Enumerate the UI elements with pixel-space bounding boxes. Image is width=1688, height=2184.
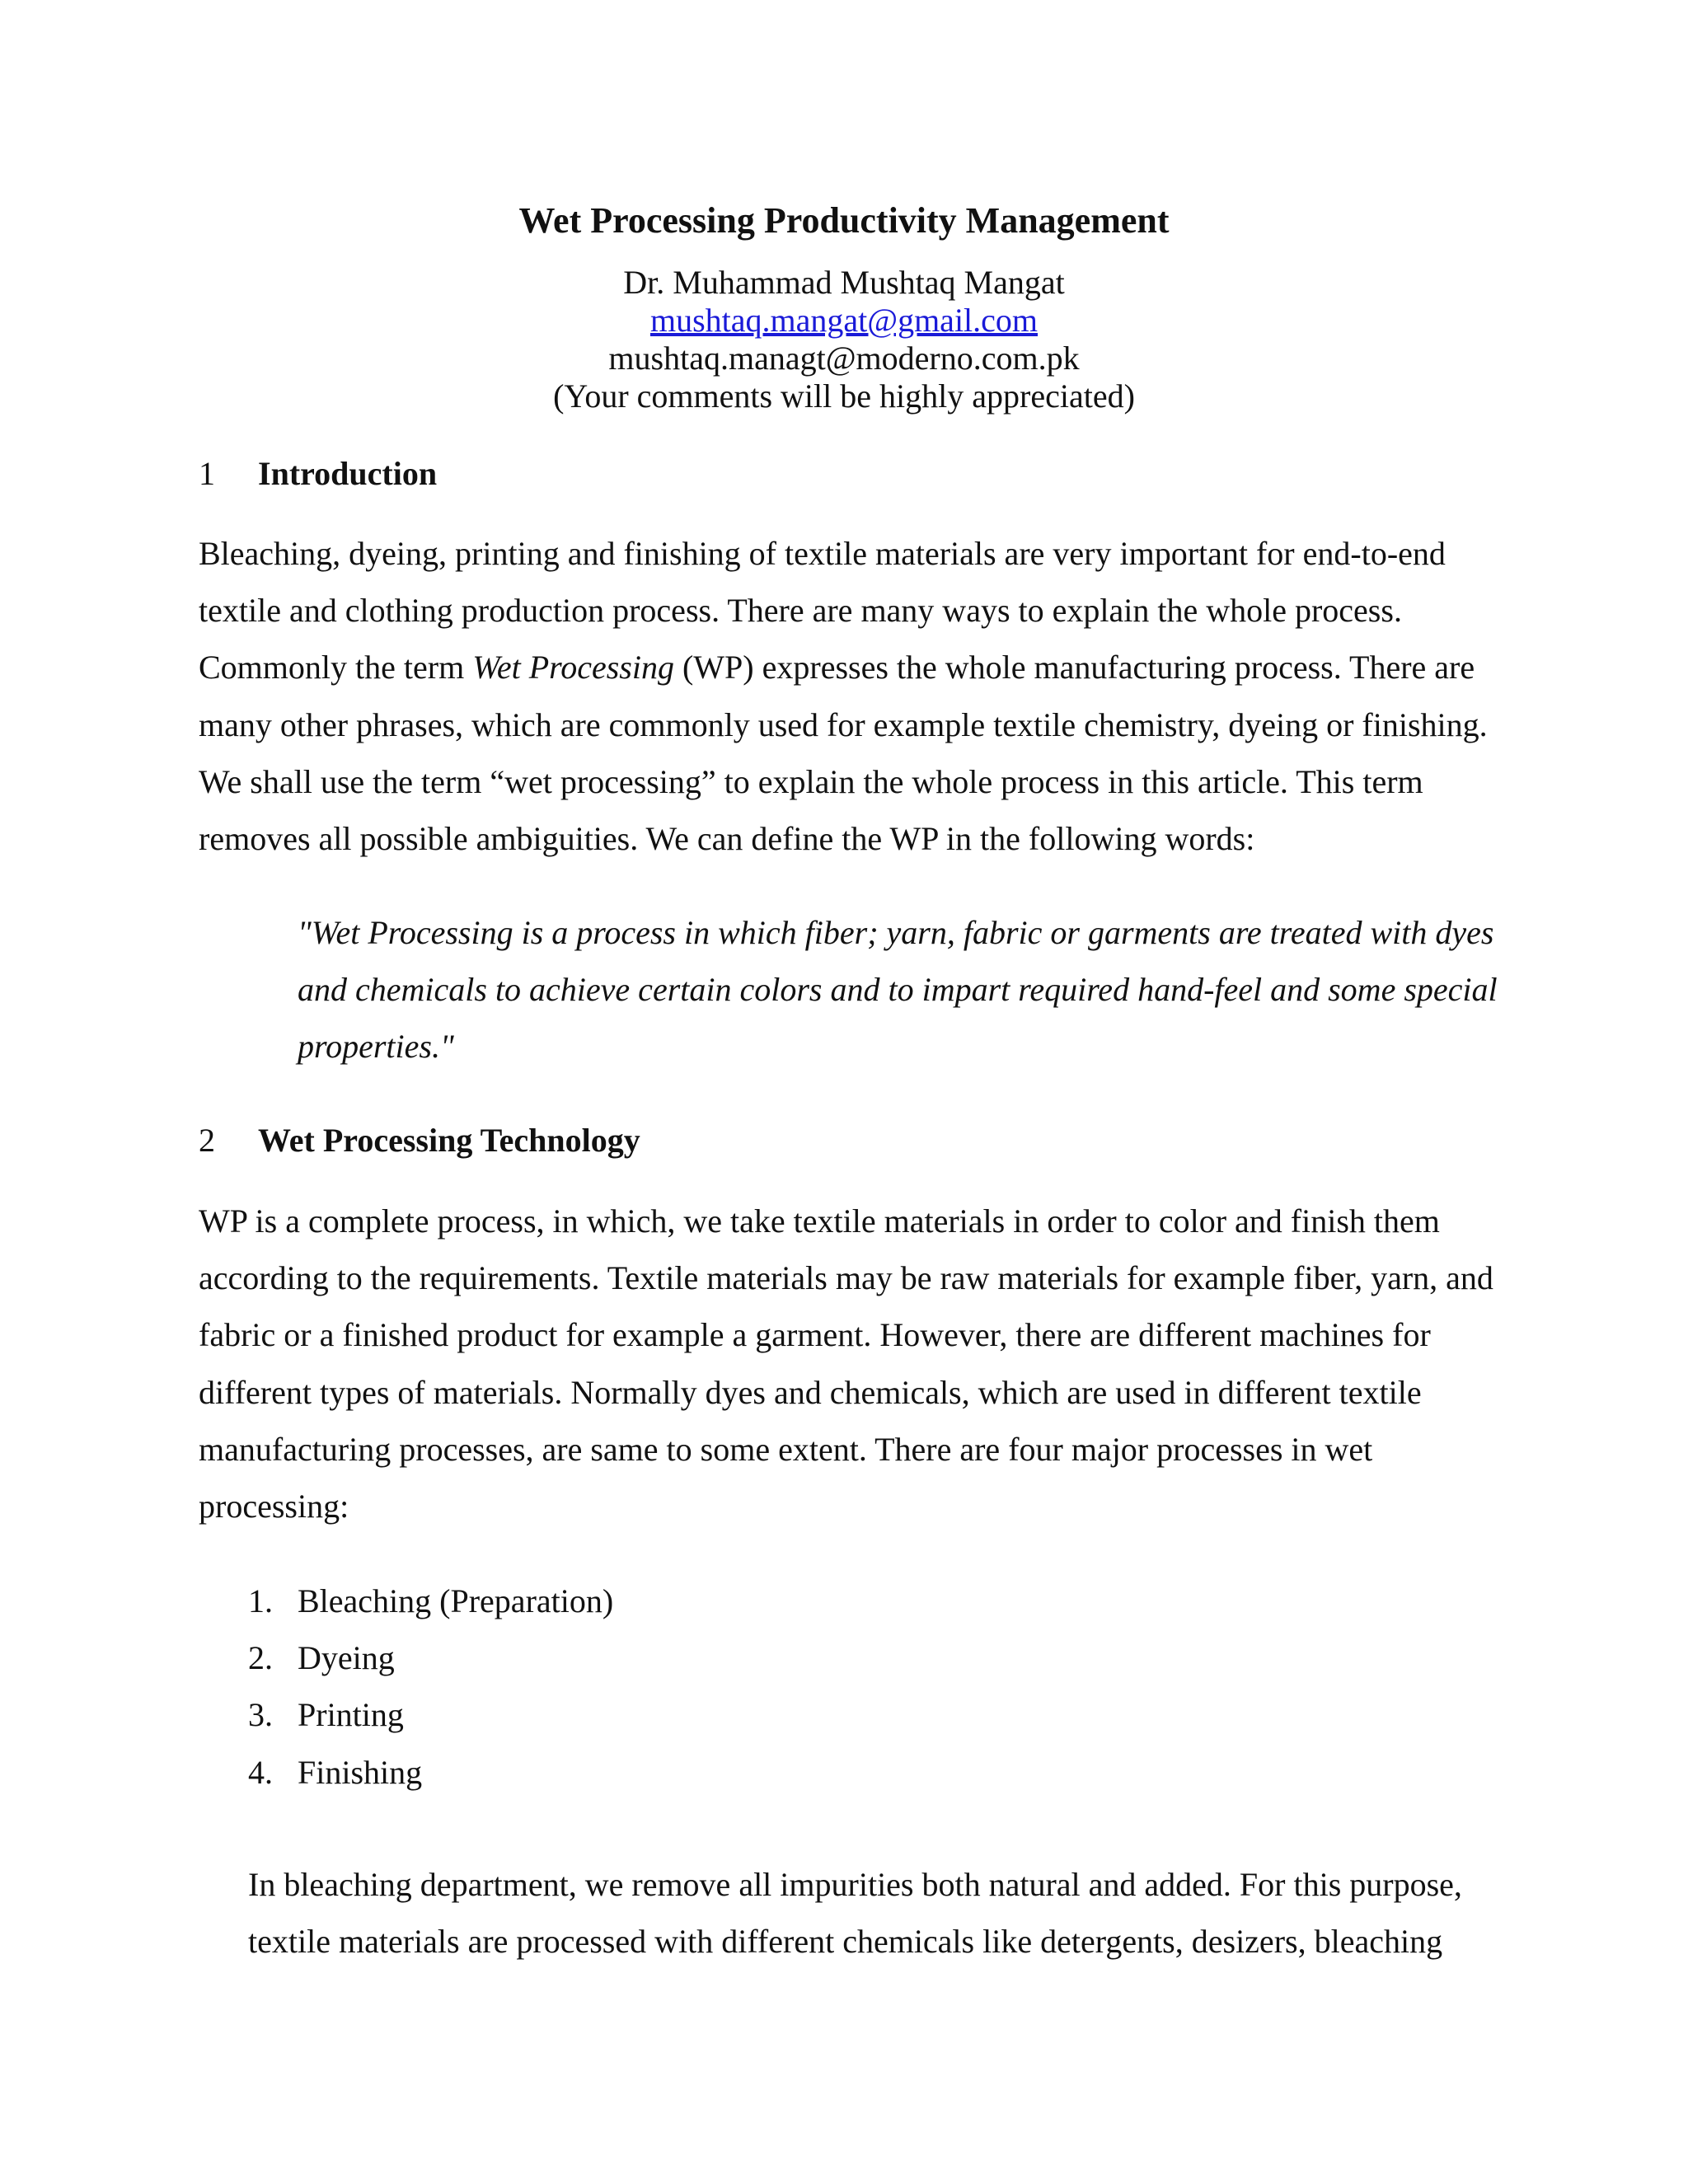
comment-note: (Your comments will be highly appreciated) xyxy=(553,377,1135,415)
document-title: Wet Processing Productivity Management xyxy=(518,200,1170,241)
list-item: 4. Finishing xyxy=(248,1753,423,1791)
author-block xyxy=(0,264,1688,415)
intro-text-part1: Bleaching, dyeing, printing and finishing of textile materials are very important for end-to-end textile and clothing production process. There are many ways to explain the whole process. Commonly the term xyxy=(199,535,1446,687)
section-title: Introduction xyxy=(258,455,438,492)
process-list xyxy=(248,1572,613,1801)
bleaching-paragraph: In bleaching department, we remove all impurities both natural and added. For this purpose, textile materials are processed with different chemicals like detergents, desizers, bleaching xyxy=(248,1866,1462,1961)
section-title: Wet Processing Technology xyxy=(258,1122,640,1159)
intro-text-italic-term: Wet Processing xyxy=(472,649,674,687)
technology-paragraph: WP is a complete process, in which, we take textile materials in order to color and finish them according to the requirements. Textile materials may be raw materials for example fiber, yarn, and fabric or a finished product for example a garment. However, there are different machines for different types of materials. Normally dyes and chemicals, which are used in different textile manufacturing processes, are same to some extent. There are four major processes in wet processing: xyxy=(199,1202,1493,1526)
definition-quote: "Wet Processing is a process in which fiber; yarn, fabric or garments are treated with dyes and chemicals to achieve certain colors and to impart required hand-feel and some special properties." xyxy=(298,914,1498,1066)
section-heading-introduction xyxy=(199,453,437,494)
intro-text-part2: (WP) expresses the whole manufacturing process. There are many other phrases, which are commonly used for example textile chemistry, dyeing or finishing. We shall use the term “wet processing” to explain the whole process in this article. This term removes all possible ambiguities. We can define the WP in the following words: xyxy=(199,649,1488,858)
list-item: 3. Printing xyxy=(248,1696,404,1734)
author-email-link[interactable]: mushtaq.mangat@gmail.com xyxy=(649,302,1039,339)
author-email-alt: mushtaq.managt@moderno.com.pk xyxy=(608,340,1080,377)
section-number: 1 xyxy=(199,455,215,492)
section-number: 2 xyxy=(199,1122,215,1159)
list-item: 2. Dyeing xyxy=(248,1639,395,1677)
section-heading-technology xyxy=(199,1120,640,1161)
list-item: 1. Bleaching (Preparation) xyxy=(248,1582,614,1619)
intro-paragraph xyxy=(199,525,1501,867)
author-name: Dr. Muhammad Mushtaq Mangat xyxy=(623,264,1065,301)
